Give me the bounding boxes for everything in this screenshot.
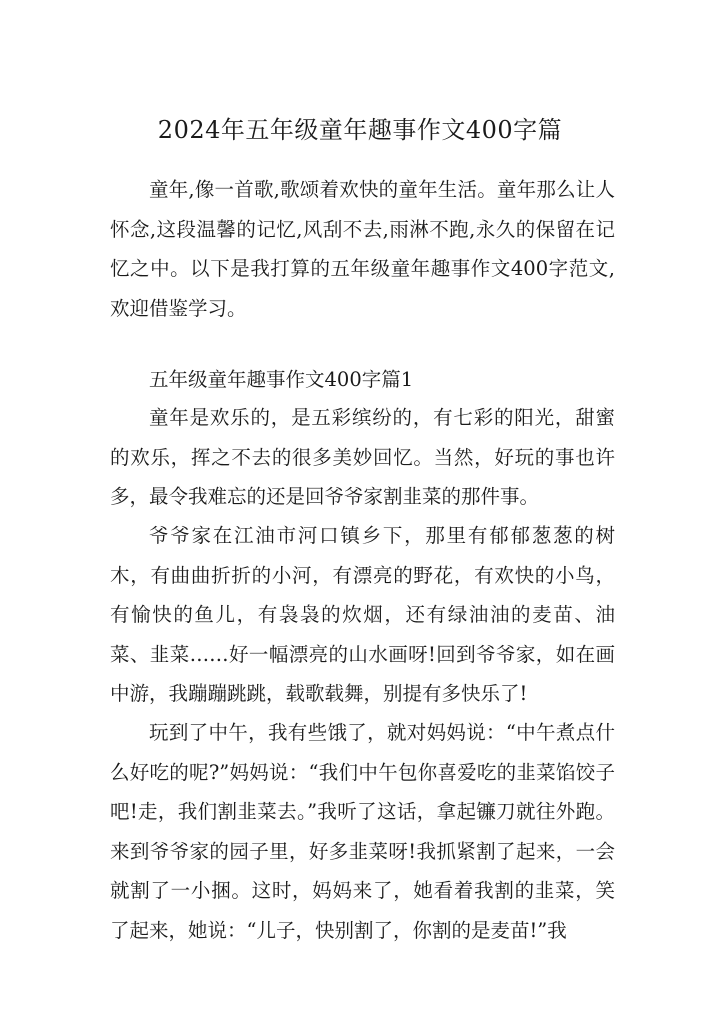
body-paragraph: 玩到了中午，我有些饿了，就对妈妈说：“中午煮点什么好吃的呢?”妈妈说：“我们中午包你喜爱吃的韭菜馅饺子吧!走，我们割韭菜去。”我听了这话，拿起镰刀就往外跑。来到爷爷家的园子里，好多韭菜呀!我抓紧割了起来，一会就割了一小捆。这时，妈妈来了，她看着我割的韭菜，笑了起来，她说：“儿子，快别割了，你割的是麦苗!”我	[110, 721, 615, 942]
section-title: 五年级童年趣事作文400字篇1	[149, 368, 414, 391]
document-title: 2024年五年级童年趣事作文400字篇	[157, 116, 563, 144]
body-paragraph: 童年是欢乐的，是五彩缤纷的，有七彩的阳光，甜蜜的欢乐，挥之不去的很多美妙回忆。当然，好玩的事也许多，最令我难忘的还是回爷爷家割韭菜的那件事。	[110, 406, 615, 508]
body-paragraph: 爷爷家在江油市河口镇乡下，那里有郁郁葱葱的树木，有曲曲折折的小河，有漂亮的野花，有欢快的小鸟，有愉快的鱼儿，有袅袅的炊烟，还有绿油油的麦苗、油菜、韭菜……好一幅漂亮的山水画呀!回到爷爷家，如在画中游，我蹦蹦跳跳，载歌载舞，别提有多快乐了!	[110, 524, 615, 705]
intro-paragraph: 童年,像一首歌,歌颂着欢快的童年生活。童年那么让人怀念,这段温馨的记忆,风刮不去,雨淋不跑,永久的保留在记忆之中。以下是我打算的五年级童年趣事作文400字范文,欢迎借鉴学习。	[110, 178, 615, 320]
